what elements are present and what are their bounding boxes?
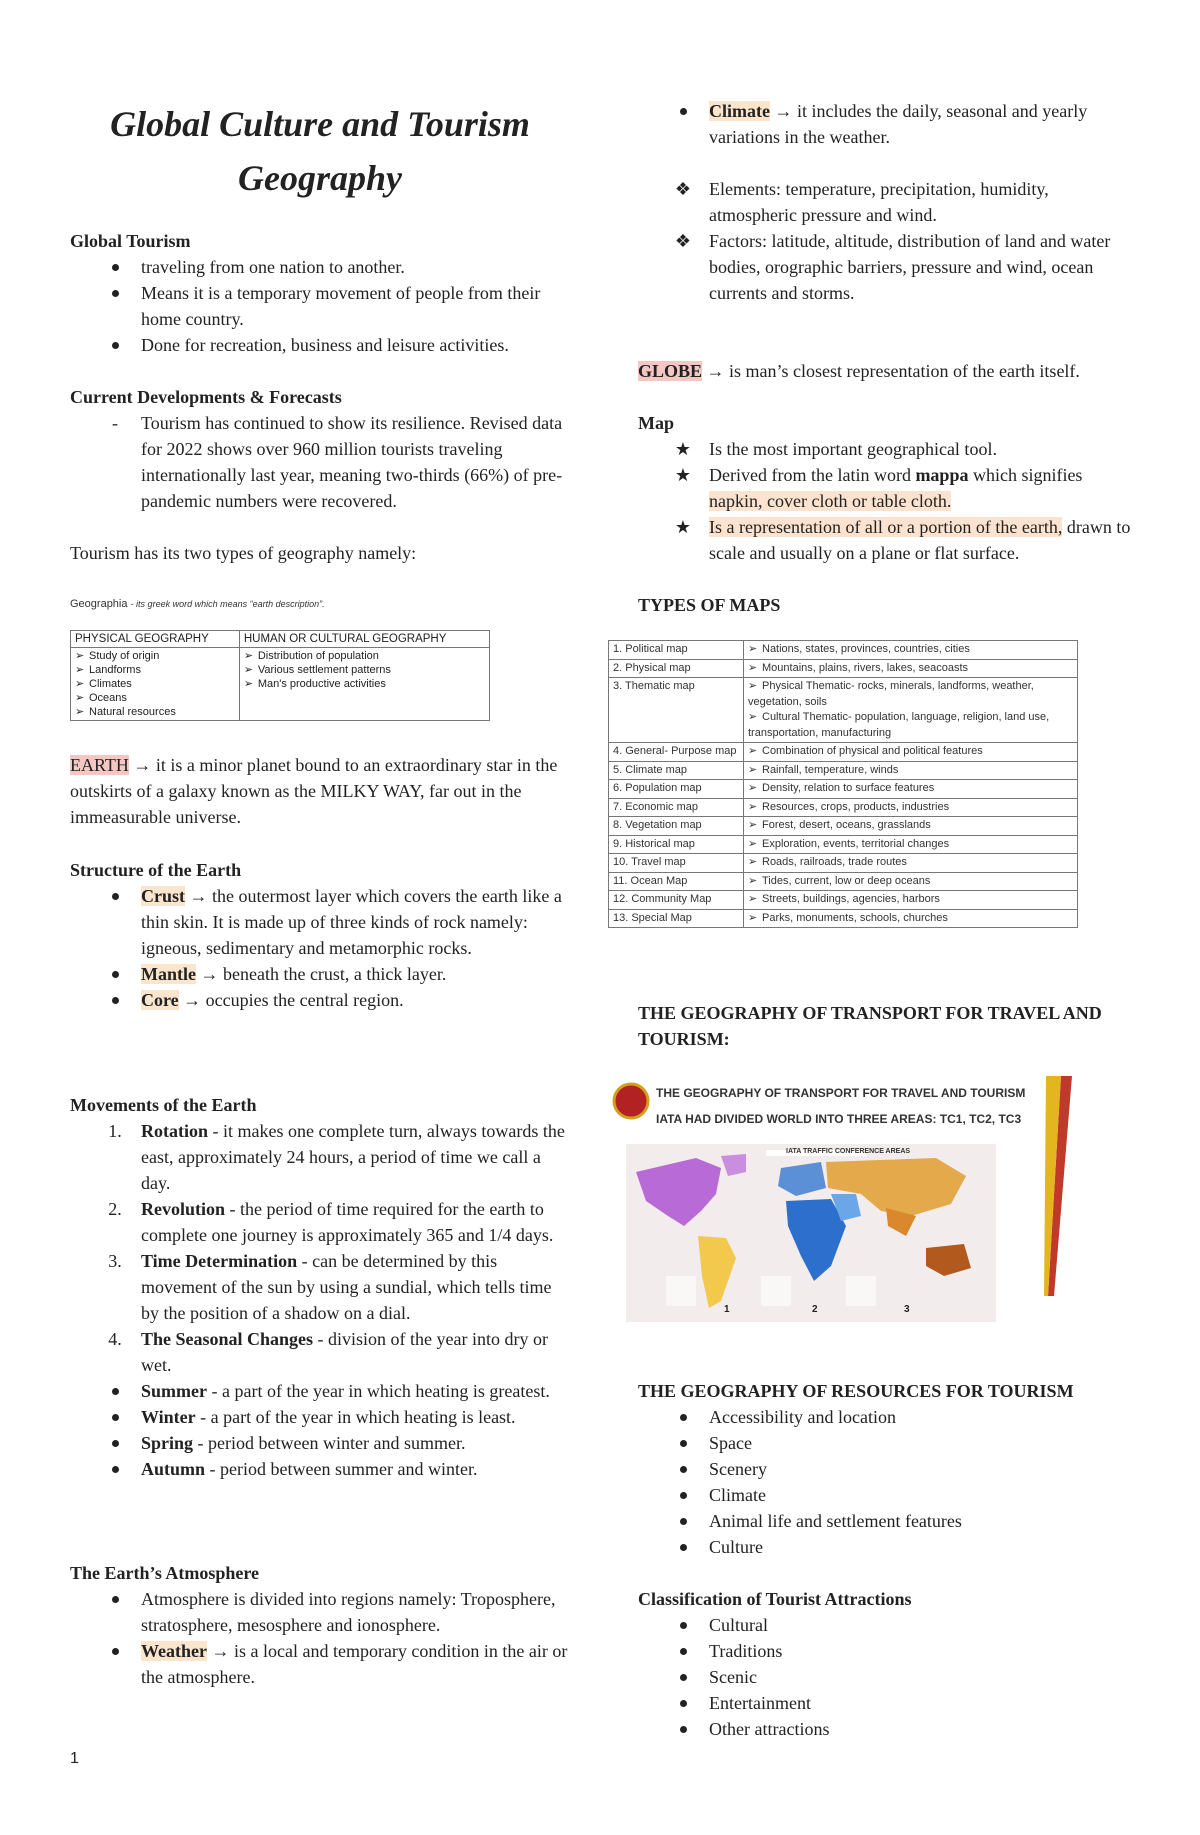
types-of-maps-heading: TYPES OF MAPS <box>638 595 781 615</box>
table-row <box>609 854 1078 873</box>
transport-figure <box>606 1076 1072 1322</box>
bullet-icon <box>668 1638 698 1655</box>
arrow-bullet-icon: ➢ <box>748 911 758 924</box>
zone-label: 1 <box>724 1304 730 1315</box>
bullet-icon <box>668 1664 698 1681</box>
list-item: Animal life and settlement features <box>638 1508 1138 1534</box>
bullet-icon <box>668 1690 698 1707</box>
geography-table <box>70 630 490 721</box>
two-types-text: Tourism has its two types of geography namely: <box>70 543 417 563</box>
map-type-name: 12. Community Map <box>609 891 744 910</box>
table-header: PHYSICAL GEOGRAPHY <box>71 631 240 648</box>
arrow-bullet-icon: ➢ <box>748 643 758 655</box>
list-item: Autumn - period between summer and winter. <box>70 1456 570 1482</box>
table-row <box>609 761 1078 780</box>
table-cell: ➢ Study of origin ➢ Landforms ➢ Climates ➢ Oceans ➢ Natural resources <box>71 648 240 721</box>
bullet-icon <box>100 1638 130 1655</box>
list-item: Traditions <box>638 1638 1138 1664</box>
map-type-name: 5. Climate map <box>609 761 744 780</box>
bullet-icon <box>100 254 130 271</box>
section-heading: Movements of the Earth <box>70 1095 257 1115</box>
list-item: Scenic <box>638 1664 1138 1690</box>
list-item: Done for recreation, business and leisure activities. <box>70 332 570 358</box>
map-type-description: ➢ Forest, desert, oceans, grasslands <box>744 817 1078 836</box>
earth-definition: EARTH → it is a minor planet bound to an extraordinary star in the outskirts of a galaxy known as the MILKY WAY, far out in the immeasurable universe. <box>70 755 558 827</box>
table-row <box>609 780 1078 799</box>
bullet-icon <box>100 987 130 1004</box>
bullet-icon <box>100 883 130 900</box>
bullet-icon <box>668 1404 698 1421</box>
dash-icon: - <box>112 413 118 433</box>
map-type-description: ➢ Mountains, plains, rivers, lakes, seacoasts <box>744 659 1078 678</box>
arrow-bullet-icon: ➢ <box>748 661 758 674</box>
bullet-icon <box>668 1508 698 1525</box>
bullet-icon <box>668 1482 698 1499</box>
global-tourism-section <box>70 228 570 358</box>
arrow-bullet-icon: ➢ <box>748 800 758 813</box>
term-earth: EARTH <box>70 755 129 775</box>
list-item: Summer - a part of the year in which heating is greatest. <box>70 1378 570 1404</box>
list-item: Culture <box>638 1534 1138 1560</box>
section-heading: Global Tourism <box>70 231 191 251</box>
page-number: 1 <box>70 1750 79 1767</box>
section-heading: Current Developments & Forecasts <box>70 387 342 407</box>
list-item: Space <box>638 1430 1138 1456</box>
list-item: Other attractions <box>638 1716 1138 1742</box>
table-row <box>609 909 1078 928</box>
bullet-icon <box>668 98 698 115</box>
section-heading: Structure of the Earth <box>70 860 242 880</box>
resources-section <box>638 1378 1138 1560</box>
list-item: Accessibility and location <box>638 1404 1138 1430</box>
list-item: Scenery <box>638 1456 1138 1482</box>
list-item: Weather → is a local and temporary condition in the air or the atmosphere. <box>70 1638 570 1690</box>
map-type-name: 3. Thematic map <box>609 678 744 743</box>
map-type-name: 13. Special Map <box>609 909 744 928</box>
map-type-description: ➢ Exploration, events, territorial changes <box>744 835 1078 854</box>
table-row <box>609 659 1078 678</box>
structure-section <box>70 857 570 1013</box>
table-row <box>609 798 1078 817</box>
table-row <box>609 743 1078 762</box>
table-row <box>609 641 1078 660</box>
map-type-description: ➢ Combination of physical and political features <box>744 743 1078 762</box>
map-type-description: ➢ Parks, monuments, schools, churches <box>744 909 1078 928</box>
bullet-icon <box>100 961 130 978</box>
section-heading: THE GEOGRAPHY OF RESOURCES FOR TOURISM <box>638 1381 1074 1401</box>
list-item: Winter - a part of the year in which heating is least. <box>70 1404 570 1430</box>
map-type-description: ➢ Resources, crops, products, industries <box>744 798 1078 817</box>
map-type-description: ➢ Physical Thematic- rocks, minerals, landforms, weather, vegetation, soils ➢ Cultural Thematic- population, language, religion, land use, transportation, manufacturing <box>744 678 1078 743</box>
table-row <box>609 872 1078 891</box>
table-header: HUMAN OR CULTURAL GEOGRAPHY <box>239 631 489 648</box>
developments-section <box>70 384 570 514</box>
map-type-name: 7. Economic map <box>609 798 744 817</box>
map-type-name: 2. Physical map <box>609 659 744 678</box>
bullet-icon <box>668 1716 698 1733</box>
diamond-bullet-icon: ❖ <box>674 231 692 251</box>
diamond-bullet-icon: ❖ <box>674 179 692 199</box>
map-type-name: 11. Ocean Map <box>609 872 744 891</box>
list-item: ★ Derived from the latin word mappa which signifies napkin, cover cloth or table cloth. <box>638 462 1138 514</box>
map-type-name: 4. General- Purpose map <box>609 743 744 762</box>
star-icon: ★ <box>674 517 692 537</box>
bullet-icon <box>100 1430 130 1447</box>
list-item: Atmosphere is divided into regions namely: Troposphere, stratosphere, mesosphere and ionosphere. <box>70 1586 570 1638</box>
map-type-description: ➢ Density, relation to surface features <box>744 780 1078 799</box>
table-row <box>609 678 1078 743</box>
list-item: Climate <box>638 1482 1138 1508</box>
title-line-1: Global Culture and Tourism <box>110 104 530 144</box>
map-type-name: 1. Political map <box>609 641 744 660</box>
bullet-icon <box>100 1456 130 1473</box>
bullet-icon <box>668 1612 698 1629</box>
list-item: Entertainment <box>638 1690 1138 1716</box>
list-item: ❖ Elements: temperature, precipitation, humidity, atmospheric pressure and wind. <box>638 176 1138 228</box>
globe-definition: GLOBE → is man’s closest representation of the earth itself. <box>638 361 1080 381</box>
list-item: Crust → the outermost layer which covers the earth like a thin skin. It is made up of three kinds of rock namely: igneous, sedimentary and metamorphic rocks. <box>70 883 570 961</box>
map-title: IATA TRAFFIC CONFERENCE AREAS <box>786 1148 911 1155</box>
map-types-table <box>608 640 1078 928</box>
section-heading: Map <box>638 413 674 433</box>
bullet-icon <box>668 1430 698 1447</box>
section-heading: The Earth’s Atmosphere <box>70 1563 259 1583</box>
bullet-icon <box>100 280 130 297</box>
zone-label: 3 <box>904 1304 910 1315</box>
geography-figure <box>70 598 500 721</box>
bullet-icon <box>100 1586 130 1603</box>
section-heading: Classification of Tourist Attractions <box>638 1589 912 1609</box>
list-item: ★ Is a representation of all or a portion of the earth, drawn to scale and usually on a plane or flat surface. <box>638 514 1138 566</box>
arrow-bullet-icon: ➢ <box>748 856 758 868</box>
arrow-bullet-icon: ➢ <box>748 782 758 794</box>
map-type-description: ➢ Streets, buildings, agencies, harbors <box>744 891 1078 910</box>
bullet-icon <box>668 1456 698 1473</box>
term-globe: GLOBE <box>638 361 703 381</box>
map-type-name: 10. Travel map <box>609 854 744 873</box>
iata-seal-icon <box>614 1084 648 1118</box>
list-item: Means it is a temporary movement of people from their home country. <box>70 280 570 332</box>
transport-figure-title: THE GEOGRAPHY OF TRANSPORT FOR TRAVEL AND TOURISM <box>656 1086 1026 1100</box>
map-type-description: ➢ Rainfall, temperature, winds <box>744 761 1078 780</box>
figure-caption: Geographia - its greek word which means “earth description”. <box>70 598 325 610</box>
list-item: Spring - period between winter and summer. <box>70 1430 570 1456</box>
list-item: Climate → it includes the daily, seasonal and yearly variations in the weather. <box>638 98 1138 150</box>
table-row <box>609 891 1078 910</box>
star-icon: ★ <box>674 439 692 459</box>
table-row <box>609 835 1078 854</box>
arrow-bullet-icon: ➢ <box>748 874 758 887</box>
table-cell: ➢ Distribution of population ➢ Various settlement patterns ➢ Man's productive activities <box>239 648 489 721</box>
arrow-bullet-icon: ➢ <box>748 763 758 776</box>
climate-section <box>638 98 1138 306</box>
map-section <box>638 410 1138 566</box>
arrow-bullet-icon: ➢ <box>748 837 758 850</box>
list-item: - Tourism has continued to show its resilience. Revised data for 2022 shows over 960 million tourists traveling internationally last year, meaning two-thirds (66%) of pre-pandemic numbers were recovered. <box>70 410 570 514</box>
map-type-description: ➢ Nations, states, provinces, countries, cities <box>744 641 1078 660</box>
arrow-bullet-icon: ➢ <box>748 893 758 905</box>
arrow-bullet-icon: ➢ <box>748 711 758 723</box>
map-type-description: ➢ Tides, current, low or deep oceans <box>744 872 1078 891</box>
title-line-2: Geography <box>238 158 402 198</box>
transport-heading: THE GEOGRAPHY OF TRANSPORT FOR TRAVEL AND TOURISM: <box>638 1003 1102 1049</box>
star-icon: ★ <box>674 465 692 485</box>
bullet-icon <box>100 332 130 349</box>
arrow-bullet-icon: ➢ <box>748 819 758 831</box>
classification-section <box>638 1586 1138 1742</box>
arrow-bullet-icon: ➢ <box>748 680 758 692</box>
list-item: Core → occupies the central region. <box>70 987 570 1013</box>
bullet-icon <box>668 1534 698 1551</box>
bullet-icon <box>100 1378 130 1395</box>
bullet-icon <box>100 1404 130 1421</box>
map-type-description: ➢ Roads, railroads, trade routes <box>744 854 1078 873</box>
list-item: 2. Revolution - the period of time required for the earth to complete one journey is approximately 365 and 1/4 days. <box>108 1199 554 1245</box>
map-type-name: 6. Population map <box>609 780 744 799</box>
movements-section <box>70 1092 570 1482</box>
list-item: 4. The Seasonal Changes - division of the year into dry or wet. <box>108 1329 548 1375</box>
map-type-name: 9. Historical map <box>609 835 744 854</box>
arrow-bullet-icon: ➢ <box>748 745 758 757</box>
list-item: traveling from one nation to another. <box>70 254 570 280</box>
table-row <box>609 817 1078 836</box>
map-type-name: 8. Vegetation map <box>609 817 744 836</box>
list-item: ❖ Factors: latitude, altitude, distribution of land and water bodies, orographic barriers, pressure and wind, ocean currents and storms. <box>638 228 1138 306</box>
zone-label: 2 <box>812 1304 818 1315</box>
transport-figure-subtitle: IATA HAD DIVIDED WORLD INTO THREE AREAS: TC1, TC2, TC3 <box>656 1112 1022 1126</box>
list-item: ★ Is the most important geographical tool. <box>638 436 1138 462</box>
document-title <box>70 97 570 205</box>
list-item: 3. Time Determination - can be determined by this movement of the sun by using a sundial, which tells time by the position of a shadow on a dial. <box>108 1251 552 1323</box>
list-item: Mantle → beneath the crust, a thick layer. <box>70 961 570 987</box>
list-item: Cultural <box>638 1612 1138 1638</box>
list-item: 1. Rotation - it makes one complete turn, always towards the east, approximately 24 hours, a period of time we call a day. <box>108 1121 565 1193</box>
atmosphere-section <box>70 1560 570 1690</box>
